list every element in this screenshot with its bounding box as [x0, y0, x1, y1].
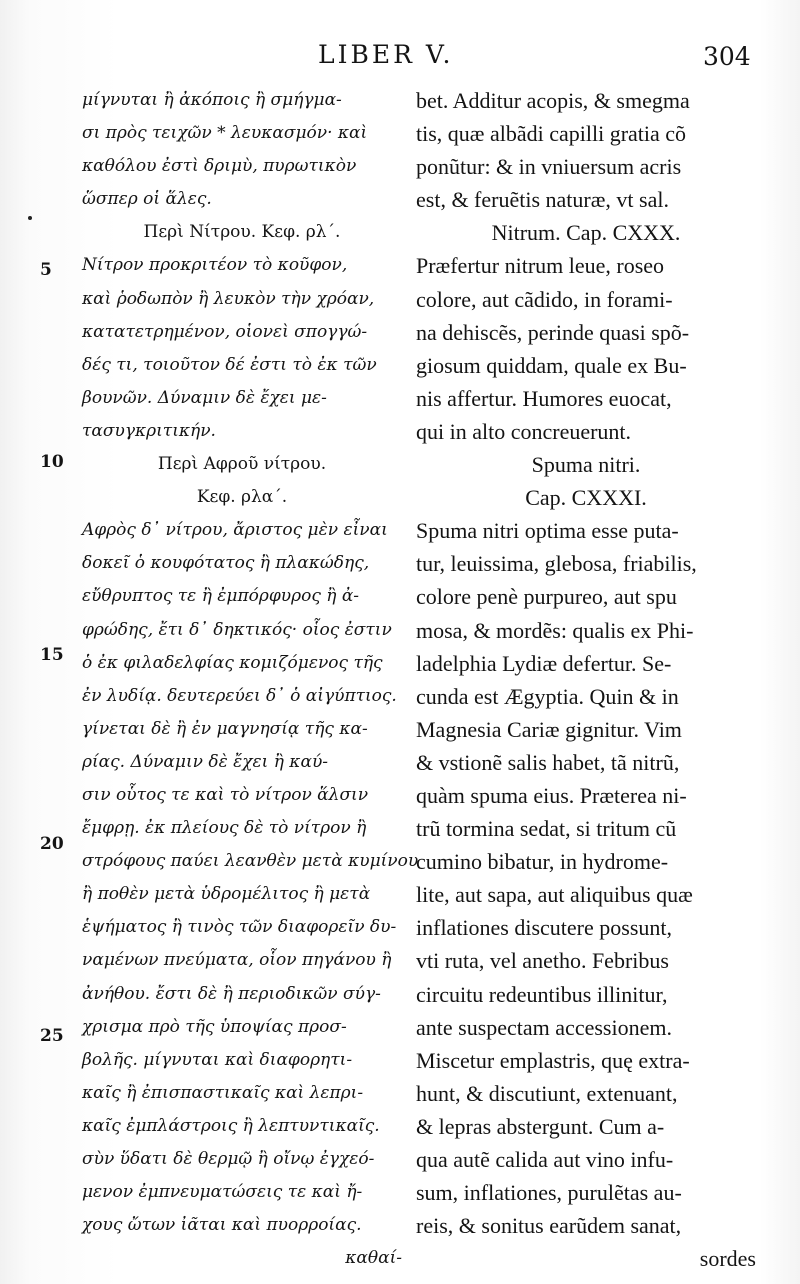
latin-heading-spuma: Spuma nitri.	[531, 452, 641, 478]
greek-line: κατατετρημένον, οἱονεὶ σπογγώ-	[82, 321, 368, 342]
latin-line: inflationes discutere possunt,	[416, 915, 673, 941]
latin-line: mosa, & mordẽs: qualis ex Phi-	[416, 617, 694, 643]
latin-line: qua autẽ calida aut vino infu-	[416, 1147, 674, 1172]
greek-chapter-label: Κεφ. ρλα΄.	[196, 487, 288, 508]
latin-line: tur, leuissima, glebosa, friabilis,	[416, 551, 697, 577]
latin-line: Spuma nitri optima esse puta-	[416, 518, 679, 544]
line-number-5: 5	[40, 260, 52, 280]
greek-line: σὺν ὕδατι δὲ θερμῷ ἢ οἴνῳ ἐγχεό-	[82, 1149, 375, 1169]
line-number-10: 10	[40, 452, 64, 472]
greek-line: ἔμφρῃ. ἐκ πλείους δὲ τὸ νίτρον ἢ	[82, 818, 367, 839]
latin-line: ladelphia Lydiæ defertur. Se-	[416, 650, 672, 676]
latin-line: ante suspectam accessionem.	[416, 1014, 672, 1040]
margin-mark	[28, 216, 32, 220]
latin-line: trũ tormina sedat, si tritum cũ	[416, 816, 677, 842]
greek-heading-spuma: Περὶ Αφροῦ νίτρου.	[157, 454, 327, 475]
line-number-20: 20	[40, 834, 64, 854]
page-number: 304	[703, 42, 751, 71]
greek-line: δοκεῖ ὁ κουφότατος ἢ πλακώδης,	[82, 553, 370, 574]
greek-catchword: καθαί-	[345, 1248, 402, 1269]
greek-line: εὔθρυπτος τε ἢ ἐμπόρφυρος ἢ ἀ-	[82, 586, 360, 607]
latin-chapter-label: Cap. CXXXI.	[525, 485, 647, 511]
latin-line: cumino bibatur, in hydrome-	[416, 849, 669, 875]
greek-line: δές τι, τοιοῦτον δέ ἐστι τὸ ἐκ τῶν	[82, 354, 377, 375]
greek-line: φρώδης, ἔτι δ᾽ δηκτικός· οἷος ἐστιν	[82, 619, 392, 640]
line-number-15: 15	[40, 645, 64, 665]
latin-line: circuitu redeuntibus illinitur,	[416, 981, 668, 1007]
latin-line: vti ruta, vel anetho. Febribus	[416, 948, 669, 974]
latin-line: Miscetur emplastris, quę extra-	[416, 1047, 690, 1073]
latin-line: ponũtur: & in vniuersum acris	[416, 154, 682, 180]
latin-line: tis, quæ albãdi capilli gratia cõ	[416, 121, 687, 147]
greek-line: χους ὤτων ἰᾶται καὶ πυορροίας.	[82, 1215, 362, 1236]
greek-heading-nitrum: Περὶ Νίτρου. Κεφ. ρλ΄.	[143, 222, 341, 243]
greek-line: σι πρὸς τειχῶν * λευκασμόν· καὶ	[82, 123, 368, 144]
latin-line: Præfertur nitrum leue, roseo	[416, 253, 665, 279]
greek-line: ὥσπερ οἱ ἅλες.	[82, 189, 212, 210]
greek-text-column	[82, 84, 419, 1275]
latin-line: na dehiscẽs, perinde quasi spõ-	[416, 319, 690, 345]
greek-line: ὁ ἐκ φιλαδελφίας κομιζόμενος τῆς	[82, 652, 383, 673]
latin-line: giosum quiddam, quale ex Bu-	[416, 352, 687, 378]
greek-line: καῖς ἐμπλάστροις ἢ λεπτυντικαῖς.	[82, 1115, 380, 1136]
greek-line: ἑψήματος ἢ τινὸς τῶν διαφορεῖν δυ-	[82, 917, 397, 938]
greek-line: στρόφους παύει λεανθὲν μετὰ κυμίνου	[82, 851, 419, 872]
latin-line: hunt, & discutiunt, extenuant,	[416, 1080, 678, 1106]
greek-line: μίγνυται ἢ ἀκόποις ἢ σμήγμα-	[82, 90, 342, 110]
greek-line: ρίας. Δύναμιν δὲ ἔχει ἢ καύ-	[82, 751, 329, 772]
latin-line: quàm spuma eius. Præterea ni-	[416, 782, 687, 808]
latin-line: colore, aut cãdido, in forami-	[416, 286, 673, 312]
latin-line: reis, & sonitus earũdem sanat,	[416, 1213, 682, 1239]
greek-line: βουνῶν. Δύναμιν δὲ ἔχει με-	[82, 387, 327, 408]
latin-line: qui in alto concreuerunt.	[416, 418, 632, 444]
greek-line: ἀνήθου. ἔστι δὲ ἢ περιοδικῶν σύγ-	[82, 983, 381, 1004]
running-head: LIBER V.	[318, 40, 454, 69]
latin-line: Magnesia Cariæ gignitur. Vim	[416, 716, 682, 742]
greek-line: καὶ ῥοδωπὸν ἢ λευκὸν τὴν χρόαν,	[82, 288, 375, 309]
greek-line: χρισμα πρὸ τῆς ὑποψίας προσ-	[82, 1016, 347, 1037]
latin-text-column	[416, 84, 756, 1275]
greek-line: καθόλου ἐστὶ δριμὺ, πυρωτικὸν	[82, 156, 357, 177]
latin-line: nis affertur. Humores euocat,	[416, 385, 672, 411]
latin-line: bet. Additur acopis, & smegma	[416, 88, 690, 113]
latin-line: est, & feruẽtis naturæ, vt sal.	[416, 187, 669, 213]
greek-line: Νίτρον προκριτέον τὸ κοῦφον,	[82, 255, 348, 276]
latin-line: colore penè purpureo, aut spu	[416, 584, 677, 610]
latin-line: & vstionẽ salis habet, tã nitrũ,	[416, 749, 680, 775]
greek-line: ἢ ποθὲν μετὰ ὑδρομέλιτος ἢ μετὰ	[82, 884, 371, 905]
greek-line: ναμένων πνεύματα, οἷον πηγάνου ἢ	[82, 950, 392, 971]
latin-line: cunda est Ægyptia. Quin & in	[416, 683, 679, 709]
greek-line: Αφρὸς δ᾽ νίτρου, ἄριστος μὲν εἶναι	[82, 520, 388, 541]
latin-heading-nitrum: Nitrum. Cap. CXXX.	[491, 220, 681, 246]
latin-catchword: sordes	[699, 1246, 756, 1272]
latin-line: & lepras abstergunt. Cum a-	[416, 1113, 665, 1139]
line-number-25: 25	[40, 1026, 64, 1046]
greek-line: ἐν λυδίᾳ. δευτερεύει δ᾽ ὁ αἰγύπτιος.	[82, 685, 397, 706]
greek-line: μενον ἐμπνευματώσεις τε καὶ ἤ-	[82, 1182, 363, 1203]
latin-line: lite, aut sapa, aut aliquibus quæ	[416, 882, 693, 908]
greek-line: βολῆς. μίγνυται καὶ διαφορητι-	[82, 1049, 353, 1070]
greek-line: σιν οὗτος τε καὶ τὸ νίτρον ἅλσιν	[82, 784, 369, 805]
greek-line: καῖς ἢ ἐπισπαστικαῖς καὶ λεπρι-	[82, 1082, 364, 1103]
latin-line: sum, inflationes, purulẽtas au-	[416, 1180, 682, 1206]
greek-line: τασυγκριτικήν.	[82, 420, 216, 441]
greek-line: γίνεται δὲ ἢ ἐν μαγνησίᾳ τῆς κα-	[82, 718, 368, 739]
